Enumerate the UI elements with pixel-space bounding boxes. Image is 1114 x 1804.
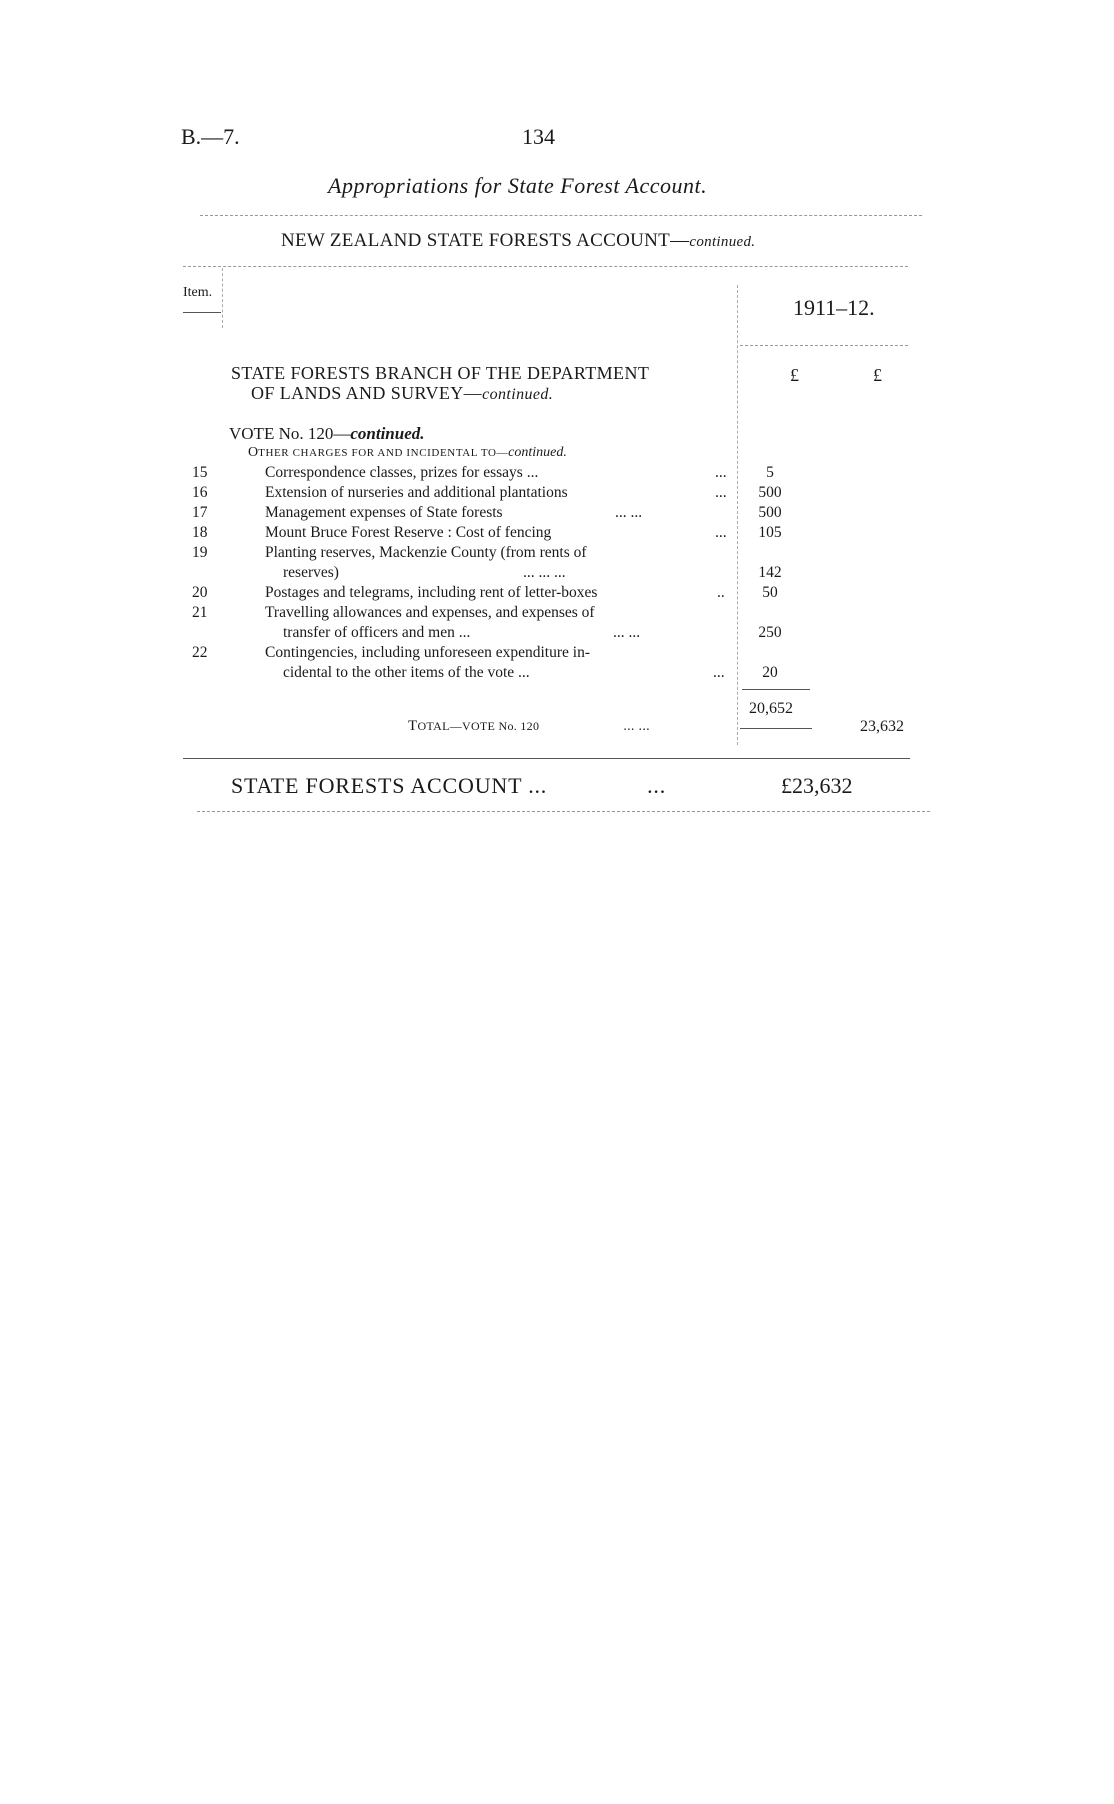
- account-title: [281, 230, 755, 252]
- pound-sign-col-2: £: [873, 365, 882, 385]
- table-row-continuation: [0, 564, 1114, 583]
- table-row: [0, 504, 1114, 523]
- item-leader: ... ... ...: [523, 564, 566, 581]
- branch-line-2-text: OF LANDS AND SURVEY—: [251, 383, 483, 403]
- item-amount: 20: [762, 664, 778, 681]
- item-description: [265, 584, 725, 602]
- subheading-lead: O: [248, 445, 259, 460]
- table-row: [0, 584, 1114, 603]
- table-row-continuation: [0, 664, 1114, 683]
- item-number: 16: [192, 484, 208, 501]
- item-description: [265, 484, 727, 502]
- rule-year-hdr: [740, 345, 908, 346]
- item-description: [265, 524, 727, 542]
- grand-total-text: STATE FORESTS ACCOUNT ...: [231, 773, 548, 798]
- item-text: cidental to the other items of the vote ...: [283, 664, 530, 681]
- vote-label-suffix: continued.: [350, 424, 425, 443]
- rule-item-hdr: [183, 312, 221, 313]
- branch-line-2-suffix: continued.: [482, 386, 554, 403]
- vote-label: VOTE No. 120—: [229, 424, 351, 443]
- grand-total-amount: £23,632: [781, 773, 853, 798]
- item-leader: ...: [715, 464, 727, 481]
- item-leader: ...: [715, 524, 727, 541]
- table-row-continuation: [0, 624, 1114, 643]
- subheading-suffix: continued.: [508, 445, 567, 460]
- item-amount: 500: [758, 484, 782, 501]
- item-text: Correspondence classes, prizes for essays ...: [265, 464, 539, 481]
- page-number: 134: [522, 124, 555, 149]
- subheading: [248, 445, 567, 461]
- subheading-rest: THER CHARGES FOR AND INCIDENTAL TO—: [258, 447, 509, 459]
- item-description-continued: [283, 564, 718, 582]
- item-amount: 142: [758, 564, 782, 581]
- total-label-lead: T: [408, 718, 418, 734]
- item-number: 18: [192, 524, 208, 541]
- table-row: [0, 484, 1114, 503]
- item-number: 22: [192, 644, 208, 661]
- item-description: Travelling allowances and expenses, and expenses of: [265, 604, 595, 621]
- subtotal-amount: 20,652: [749, 700, 793, 717]
- grand-total-leader: ...: [647, 773, 667, 798]
- rule-bottom: [197, 811, 930, 812]
- divider-item-col: [222, 268, 223, 328]
- item-text: Mount Bruce Forest Reserve : Cost of fencing: [265, 524, 552, 541]
- item-number: 19: [192, 544, 208, 561]
- rule-above-grand: [183, 758, 910, 759]
- item-number: 15: [192, 464, 208, 481]
- item-description: [265, 464, 727, 482]
- branch-line-1: STATE FORESTS BRANCH OF THE DEPARTMENT: [231, 363, 650, 383]
- item-description-continued: [283, 664, 725, 682]
- table-row: [0, 544, 1114, 563]
- item-description: Contingencies, including unforeseen expenditure in-: [265, 644, 590, 661]
- rule-total: [740, 728, 812, 729]
- item-description-continued: [283, 624, 718, 642]
- item-text: reserves): [283, 564, 339, 581]
- item-amount: 5: [766, 464, 774, 481]
- item-amount: 50: [762, 584, 778, 601]
- item-amount: 105: [758, 524, 782, 541]
- rule-top: [200, 215, 922, 216]
- branch-line-2: [231, 383, 649, 405]
- item-text: Extension of nurseries and additional plantations: [265, 484, 568, 501]
- item-number: 20: [192, 584, 208, 601]
- vote-heading: [229, 424, 425, 444]
- item-description: [265, 504, 715, 522]
- item-text: Management expenses of State forests: [265, 504, 503, 521]
- table-row: [0, 644, 1114, 663]
- grand-total-label: [231, 773, 666, 799]
- item-text: Postages and telegrams, including rent of letter-boxes: [265, 584, 598, 601]
- item-leader: ...: [713, 664, 725, 681]
- document-reference: B.—7.: [181, 124, 240, 149]
- year-column-header: 1911–12.: [793, 295, 875, 320]
- item-leader: ...: [715, 484, 727, 501]
- item-text: transfer of officers and men ...: [283, 624, 471, 641]
- total-label-rest: OTAL—VOTE No. 120: [417, 719, 540, 733]
- page-subtitle: Appropriations for State Forest Account.: [328, 173, 708, 198]
- table-row: [0, 524, 1114, 543]
- pound-sign-col-1: £: [790, 365, 799, 385]
- total-leader: ... ...: [623, 719, 650, 734]
- account-title-text: NEW ZEALAND STATE FORESTS ACCOUNT—: [281, 230, 690, 251]
- rule-header-top: [183, 266, 908, 267]
- item-description: Planting reserves, Mackenzie County (from rents of: [265, 544, 587, 561]
- item-column-header: Item.: [183, 285, 213, 300]
- total-label: [408, 718, 650, 735]
- branch-heading: [231, 363, 649, 405]
- item-number: 21: [192, 604, 208, 621]
- item-amount: 500: [758, 504, 782, 521]
- item-amount: 250: [758, 624, 782, 641]
- item-leader: ..: [717, 584, 725, 601]
- total-amount: 23,632: [860, 718, 904, 735]
- table-row: [0, 464, 1114, 483]
- rule-subtotal: [742, 689, 810, 690]
- item-leader: ... ...: [615, 504, 643, 521]
- account-title-suffix: continued.: [689, 234, 756, 250]
- item-leader: ... ...: [613, 624, 641, 641]
- table-row: [0, 604, 1114, 623]
- item-number: 17: [192, 504, 208, 521]
